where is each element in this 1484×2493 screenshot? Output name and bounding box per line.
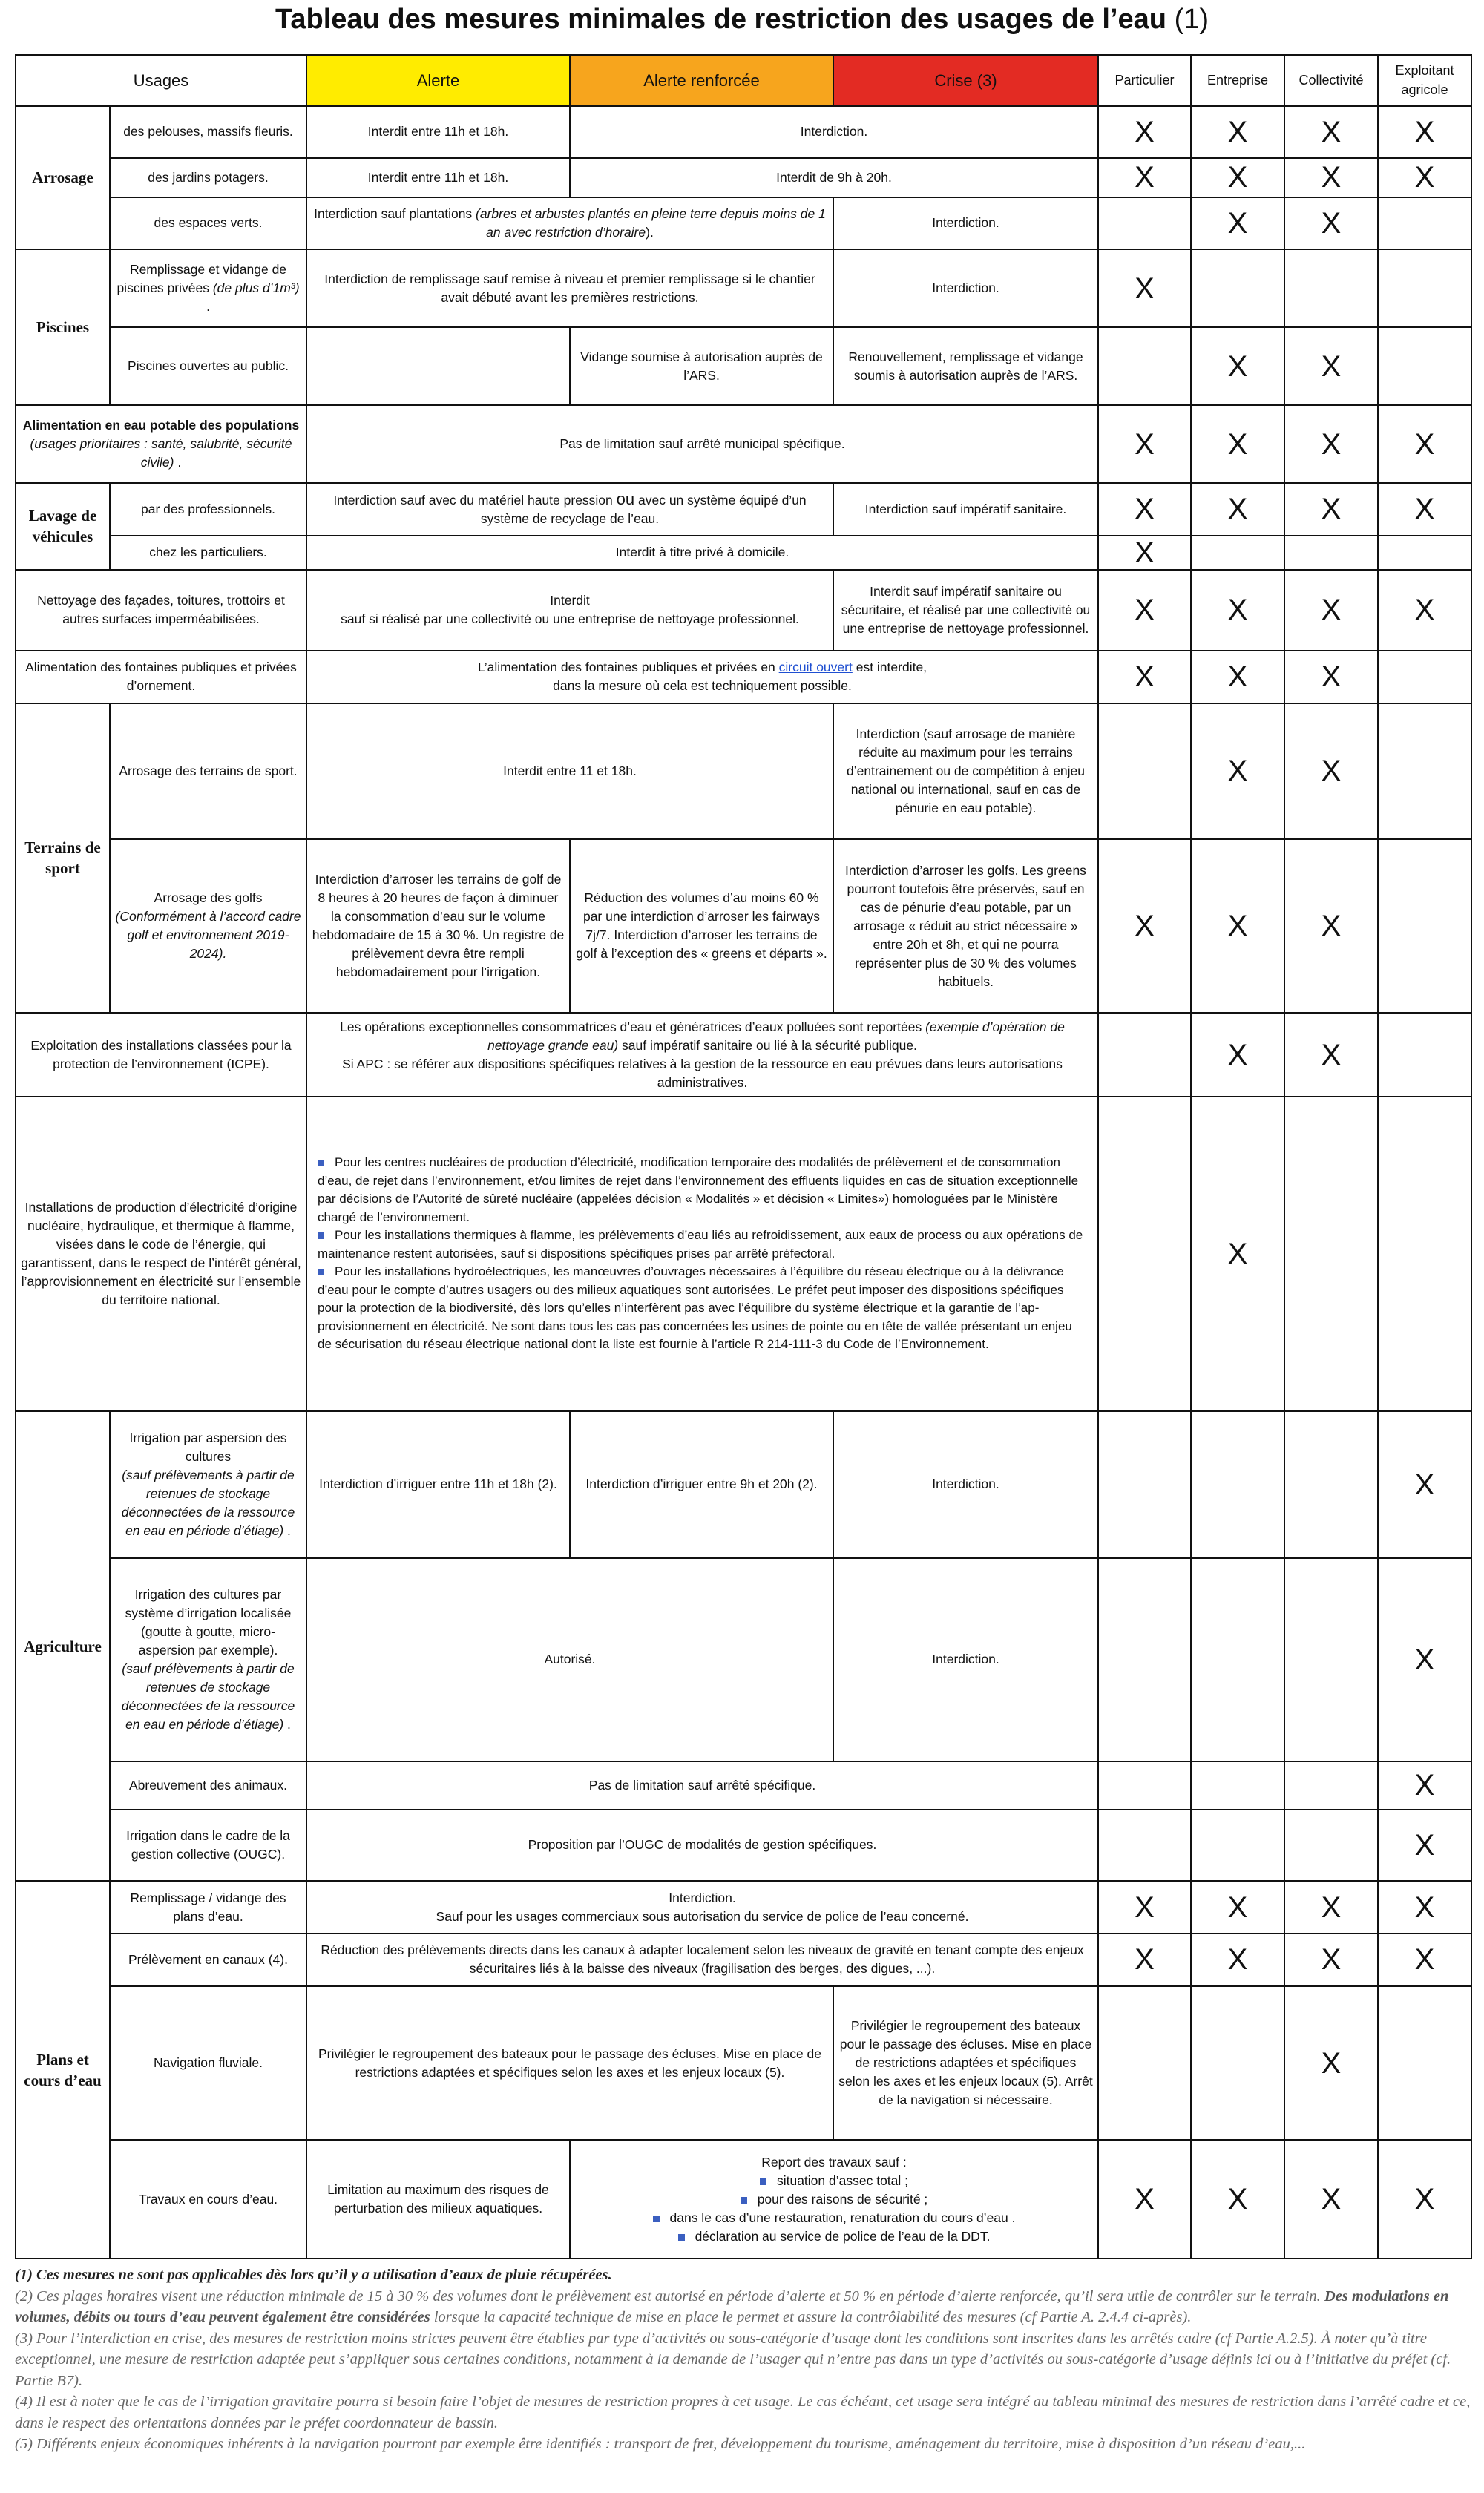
empty-cell	[1098, 1761, 1191, 1810]
usage-cell: Irrigation dans le cadre de la gestion collective (OUGC).	[110, 1810, 306, 1882]
empty-cell	[1284, 1097, 1378, 1411]
cell-text: L’alimentation des fontaines publiques et privées en	[477, 660, 779, 675]
mark-collectivite: X	[1284, 158, 1378, 197]
cell-text: .	[283, 1523, 291, 1538]
mark-exploitant-agricole: X	[1378, 1810, 1471, 1882]
row-piscines-publiques	[16, 327, 1471, 405]
mark-exploitant-agricole: X	[1378, 570, 1471, 651]
empty-cell	[1284, 1411, 1378, 1558]
all-levels-cell: Pas de limitation sauf arrêté spécifique.	[306, 1761, 1098, 1810]
usage-cell: Piscines ouvertes au public.	[110, 327, 306, 405]
empty-cell	[1378, 651, 1471, 703]
empty-cell	[1191, 1558, 1284, 1761]
usage-cell: Installations de production d’électricité d’origine nucléaire, hydraulique, et thermique à flamme, visées dans le code de l’énergie, qui garantissent, dans le respect de l’intérêt général, l’approvisionnement en électricité sur l’ensemble du territoire national.	[16, 1097, 306, 1411]
empty-cell	[1284, 1558, 1378, 1761]
row-agri-abreuvement	[16, 1761, 1471, 1810]
bullet-line	[575, 2209, 1093, 2227]
cell-text: déclaration au service de police de l’eau de la DDT.	[695, 2228, 991, 2244]
mark-collectivite: X	[1284, 1013, 1378, 1097]
empty-cell	[1284, 1810, 1378, 1882]
empty-cell	[1378, 536, 1471, 570]
renforcee-cell: Interdiction d’irriguer entre 9h et 20h (2).	[570, 1411, 833, 1558]
mark-entreprise: X	[1191, 1881, 1284, 1934]
crise-cell: Renouvellement, remplissage et vidange soumis à autorisation auprès de l’ARS.	[833, 327, 1098, 405]
cell-text: Remplissage et vidange de piscines privées	[116, 262, 287, 296]
mark-entreprise: X	[1191, 483, 1284, 536]
alerte-cell: Interdit entre 11h et 18h.	[306, 158, 570, 197]
cell-text: avec un système équipé d’un système de recyclage de l’eau.	[480, 493, 807, 527]
usage-cell: des jardins potagers.	[110, 158, 306, 197]
row-plans-navigation	[16, 1986, 1471, 2141]
cell-line: Arrosage des golfs	[154, 890, 263, 906]
mark-particulier: X	[1098, 158, 1191, 197]
renforcee-cell: Vidange soumise à autorisation auprès de l’ARS.	[570, 327, 833, 405]
mark-collectivite: X	[1284, 839, 1378, 1013]
bullet-paragraph	[318, 1226, 1087, 1263]
footnote-3: (3) Pour l’interdiction en crise, des mesures de restriction moins strictes peuvent être établies par type d’activités ou sous-catégorie d’usage dont les conditions sont inscrites dans les arrêtés cadre (cf Partie A.2.5). À noter qu’à titre exceptionnel, une mesure de restriction adaptée peut s’appliquer sous certaines conditions, notamment à la demande de l’usager qui n’entre pas dans un type d’activités ou sous-catégorie d’usage définis ici ou à l’initiative du préfet (cf. Partie B7).	[15, 2330, 1451, 2389]
header-alerte-renforcee: Alerte renforcée	[570, 55, 833, 106]
restriction-table	[15, 54, 1472, 2259]
header-entreprise: Entreprise	[1191, 55, 1284, 106]
alerte-renforcee-cell	[306, 197, 833, 250]
cell-text: Pour les centres nucléaires de production d’électricité, modification temporaire des modalités de prélèvement et de consommation d’eau, de rejet dans l’environnement, et/ou limites de rejet dans l’environnement des effluents liquides en cas de situation exceptionnelle par décisions de l’Autorité de sûreté nucléaire (appelées décision « Modalités » et décision « Limites») homologuées par le Ministère chargé de l’environnement.	[318, 1155, 1079, 1224]
empty-cell	[1098, 1411, 1191, 1558]
cell-text: .	[283, 1716, 291, 1732]
usage-cell: chez les particuliers.	[110, 536, 306, 570]
circuit-ouvert-link[interactable]: circuit ouvert	[778, 660, 853, 675]
empty-cell	[1191, 536, 1284, 570]
empty-cell	[1098, 1986, 1191, 2141]
row-fontaines	[16, 651, 1471, 703]
cell-text: Interdiction sauf plantations	[314, 206, 476, 221]
mark-particulier: X	[1098, 1881, 1191, 1934]
row-arrosage-pelouses	[16, 106, 1471, 159]
row-sport-terrains	[16, 703, 1471, 840]
empty-cell	[1284, 536, 1378, 570]
mark-exploitant-agricole: X	[1378, 483, 1471, 536]
cell-line: Irrigation par aspersion des cultures	[129, 1430, 287, 1464]
cell-line: Si APC : se référer aux dispositions spécifiques relatives à la gestion de la ressource en eau prévues dans leurs autorisations administratives.	[342, 1056, 1063, 1090]
mark-particulier: X	[1098, 570, 1191, 651]
alerte-cell: Interdiction d’arroser les terrains de golf de 8 heures à 20 heures de façon à diminuer la consommation d’eau sur le volume hebdomadaire de 15 à 30 %. Un registre de prélèvement devra être rempli hebdomadairement pour l’irrigation.	[306, 839, 570, 1013]
bullet-line	[575, 2172, 1093, 2190]
row-arrosage-jardins	[16, 158, 1471, 197]
crise-cell: Interdiction.	[833, 197, 1098, 250]
empty-cell	[1098, 703, 1191, 840]
category-plans: Plans et cours d’eau	[16, 1881, 110, 2259]
mark-collectivite: X	[1284, 197, 1378, 250]
crise-cell: Interdiction d’arroser les golfs. Les greens pourront toutefois être préservés, sauf en cas de pénurie d’eau potable, par un arrosage « réduit au strict nécessaire » entre 20h et 8h, et qui ne pourra représenter plus de 30 % des volumes habituels.	[833, 839, 1098, 1013]
empty-cell	[1378, 703, 1471, 840]
square-bullet-icon	[741, 2197, 747, 2204]
title-note-ref: (1)	[1174, 4, 1209, 35]
mark-entreprise: X	[1191, 1013, 1284, 1097]
row-lavage-particuliers	[16, 536, 1471, 570]
mark-collectivite: X	[1284, 703, 1378, 840]
empty-cell	[1191, 1986, 1284, 2141]
mark-entreprise: X	[1191, 651, 1284, 703]
header-crise: Crise (3)	[833, 55, 1098, 106]
empty-cell	[1378, 1013, 1471, 1097]
mark-entreprise: X	[1191, 197, 1284, 250]
square-bullet-icon	[678, 2234, 685, 2241]
empty-cell	[1191, 1810, 1284, 1882]
mark-entreprise: X	[1191, 1097, 1284, 1411]
usage-cell: Navigation fluviale.	[110, 1986, 306, 2141]
renforcee-cell: Réduction des volumes d’au moins 60 % par une interdiction d’arroser les fairways 7j/7. Interdiction d’arroser les terrains de golf à l’exception des « greens et départs ».	[570, 839, 833, 1013]
bullet-line	[575, 2190, 1093, 2209]
mark-exploitant-agricole: X	[1378, 1411, 1471, 1558]
row-agri-aspersion	[16, 1411, 1471, 1558]
renforcee-crise-cell: Interdit de 9h à 20h.	[570, 158, 1098, 197]
cell-line: dans la mesure où cela est techniquement possible.	[553, 678, 852, 694]
page-title	[0, 1, 1484, 37]
mark-particulier: X	[1098, 536, 1191, 570]
cell-line: Report des travaux sauf :	[761, 2154, 907, 2170]
cell-text: Pour les installations hydroélectriques, les manœuvres d’ouvrages nécessaires à l’équilibre du réseau électrique ou à la délivrance d’eau pour le compte d’autres usagers ou des milieux aquatiques sont autorisées. Le préfet peut imposer des dispositions spécifiques pour la protection de la biodiversité, dès lors qu’elles n’interfèrent pas avec l’équilibre du système électrique et la garantie de l’ap- provisionnement en électricité. Ne sont dans tous les cas pas concernées les usines de pointe ou en tête de vallée présentant un enjeu de sécurisation du réseau électrique national dont la liste est fournie à l’article R 214-111-3 du Code de l’Environnement.	[318, 1264, 1072, 1352]
cell-text: dans le cas d’une restauration, renaturation du cours d’eau .	[669, 2210, 1016, 2225]
alerte-cell: Interdit entre 11h et 18h.	[306, 106, 570, 159]
empty-cell	[1098, 1810, 1191, 1882]
empty-cell	[1098, 1097, 1191, 1411]
cell-text: pour des raisons de sécurité ;	[757, 2191, 928, 2207]
square-bullet-icon	[653, 2216, 660, 2222]
empty-cell	[1191, 1411, 1284, 1558]
cell-line: Irrigation des cultures par système d’irrigation localisée (goutte à goutte, micro-aspersion par exemple).	[125, 1586, 292, 1658]
mark-particulier: X	[1098, 106, 1191, 159]
footnote-5: (5) Différents enjeux économiques inhérents à la navigation pourront par exemple être identifiés : transport de fret, développement du tourisme, aménagement du territoire, mise à disposition d’un réseau d’eau,...	[15, 2436, 1306, 2452]
row-energie	[16, 1097, 1471, 1411]
renforcee-crise-cell: Interdiction.	[570, 106, 1098, 159]
cell-text-italic: (de plus d’1m³)	[212, 280, 300, 296]
mark-collectivite: X	[1284, 483, 1378, 536]
bullet-paragraph	[318, 1154, 1087, 1226]
bullet-line	[575, 2227, 1093, 2246]
crise-cell: Interdiction sauf impératif sanitaire.	[833, 483, 1098, 536]
all-levels-cell: Pas de limitation sauf arrêté municipal spécifique.	[306, 405, 1098, 483]
row-lavage-pros	[16, 483, 1471, 536]
mark-collectivite: X	[1284, 570, 1378, 651]
mark-entreprise: X	[1191, 1934, 1284, 1986]
square-bullet-icon	[318, 1232, 324, 1239]
all-levels-cell	[306, 1097, 1098, 1411]
usage-cell: Prélèvement en canaux (4).	[110, 1934, 306, 1986]
usage-cell	[110, 1558, 306, 1761]
crise-cell: Interdiction.	[833, 1558, 1098, 1761]
category-piscines: Piscines	[16, 249, 110, 405]
renforcee-crise-cell	[570, 2140, 1098, 2259]
alerte-cell: Limitation au maximum des risques de perturbation des milieux aquatiques.	[306, 2140, 570, 2259]
crise-cell: Interdiction.	[833, 249, 1098, 327]
mark-entreprise: X	[1191, 703, 1284, 840]
category-lavage: Lavage de véhicules	[16, 483, 110, 570]
mark-particulier: X	[1098, 405, 1191, 483]
empty-cell	[1378, 197, 1471, 250]
square-bullet-icon	[760, 2178, 766, 2185]
cell-text-italic: (arbres et arbustes plantés en pleine terre depuis moins de 1 an avec restriction d’horaire	[476, 206, 826, 240]
empty-cell	[1378, 839, 1471, 1013]
empty-cell	[1378, 1986, 1471, 2141]
mark-exploitant-agricole: X	[1378, 1934, 1471, 1986]
mark-particulier: X	[1098, 483, 1191, 536]
all-levels-cell: Interdit à titre privé à domicile.	[306, 536, 1098, 570]
mark-exploitant-agricole: X	[1378, 1881, 1471, 1934]
header-alerte: Alerte	[306, 55, 570, 106]
mark-collectivite: X	[1284, 1934, 1378, 1986]
empty-cell	[1284, 249, 1378, 327]
alerte-renforcee-cell: Interdit entre 11 et 18h.	[306, 703, 833, 840]
all-levels-cell: Proposition par l’OUGC de modalités de gestion spécifiques.	[306, 1810, 1098, 1882]
mark-entreprise: X	[1191, 2140, 1284, 2259]
cell-line: sauf si réalisé par une collectivité ou une entreprise de nettoyage professionnel.	[341, 611, 799, 627]
mark-entreprise: X	[1191, 405, 1284, 483]
empty-cell	[1098, 197, 1191, 250]
empty-cell	[1098, 1558, 1191, 1761]
header-exploitant-agricole: Exploitant agricole	[1378, 55, 1471, 106]
alerte-renforcee-cell	[306, 570, 833, 651]
empty-cell	[1191, 249, 1284, 327]
row-plans-remplissage	[16, 1881, 1471, 1934]
usage-cell	[110, 249, 306, 327]
mark-exploitant-agricole: X	[1378, 1761, 1471, 1810]
crise-cell: Privilégier le regroupement des bateaux pour le passage des écluses. Mise en place de restrictions adaptées et spécifiques selon les axes et les enjeux locaux (5). Arrêt de la navigation si nécessaire.	[833, 1986, 1098, 2141]
cell-text: .	[206, 299, 210, 315]
usage-cell: Nettoyage des façades, toitures, trottoirs et autres surfaces imperméabilisées.	[16, 570, 306, 651]
footnotes	[15, 2264, 1471, 2455]
mark-collectivite: X	[1284, 651, 1378, 703]
footnote-4: (4) Il est à noter que le cas de l’irrigation gravitaire pourra si besoin faire l’objet de mesures de restriction propres à cet usage. Le cas échéant, cet usage sera intégré au tableau minimal des mesures de restriction dans l’arrêté cadre et ce, dans le respect des orientations données par le préfet coordonnateur de bassin.	[15, 2394, 1471, 2431]
category-agriculture: Agriculture	[16, 1411, 110, 1882]
square-bullet-icon	[318, 1269, 324, 1275]
mark-collectivite: X	[1284, 1881, 1378, 1934]
usage-cell: par des professionnels.	[110, 483, 306, 536]
mark-entreprise: X	[1191, 327, 1284, 405]
mark-collectivite: X	[1284, 327, 1378, 405]
mark-particulier: X	[1098, 1934, 1191, 1986]
mark-entreprise: X	[1191, 839, 1284, 1013]
category-sport: Terrains de sport	[16, 703, 110, 1014]
empty-cell	[1191, 1761, 1284, 1810]
cell-text: est interdite,	[852, 660, 928, 675]
empty-cell	[1098, 1013, 1191, 1097]
row-plans-travaux	[16, 2140, 1471, 2259]
row-piscines-privees	[16, 249, 1471, 327]
mark-entreprise: X	[1191, 106, 1284, 159]
row-icpe	[16, 1013, 1471, 1097]
cell-text: Pour les installations thermiques à flamme, les prélèvements d’eau liés au refroidissement, aux eaux de process ou aux opérations de maintenance restent autorisées, sauf si dispositions spécifiques prises par arrêté préfectoral.	[318, 1228, 1083, 1261]
cell-text: situation d’assec total ;	[776, 2172, 909, 2188]
alerte-renforcee-cell: Privilégier le regroupement des bateaux pour le passage des écluses. Mise en place de restrictions adaptées et spécifiques selon les axes et les enjeux locaux (5).	[306, 1986, 833, 2141]
footnote-text-bold: Des modulations en volumes, débits ou tours d’eau peuvent également être considérées	[15, 2287, 1449, 2325]
all-levels-cell	[306, 651, 1098, 703]
cell-text: ).	[646, 224, 654, 240]
all-levels-cell	[306, 1881, 1098, 1934]
mark-particulier: X	[1098, 839, 1191, 1013]
alerte-renforcee-cell	[306, 483, 833, 536]
title-text: Tableau des mesures minimales de restriction des usages de l’eau	[275, 4, 1166, 35]
row-nettoyage	[16, 570, 1471, 651]
cell-text-italic: (sauf prélèvements à partir de retenues de stockage déconnectées de la ressource en eau en période d’étiage)	[121, 1661, 295, 1732]
cell-line: Interdit	[550, 593, 590, 608]
alerte-cell: Interdiction d’irriguer entre 11h et 18h (2).	[306, 1411, 570, 1558]
usage-cell	[16, 405, 306, 483]
row-arrosage-espaces-verts	[16, 197, 1471, 250]
mark-exploitant-agricole: X	[1378, 2140, 1471, 2259]
usage-cell: Exploitation des installations classées pour la protection de l’environnement (ICPE).	[16, 1013, 306, 1097]
mark-particulier: X	[1098, 249, 1191, 327]
row-agri-localisee	[16, 1558, 1471, 1761]
alerte-renforcee-cell: Interdiction de remplissage sauf remise à niveau et premier remplissage si le chantier avait débuté avant les premières restrictions.	[306, 249, 833, 327]
cell-text-italic: (exemple d’opération de nettoyage grande eau)	[487, 1019, 1065, 1053]
empty-cell	[1378, 327, 1471, 405]
usage-cell: Alimentation des fontaines publiques et privées d’ornement.	[16, 651, 306, 703]
usage-cell: Arrosage des terrains de sport.	[110, 703, 306, 840]
header-usages: Usages	[16, 55, 306, 106]
mark-particulier: X	[1098, 2140, 1191, 2259]
footnote-1: (1) Ces mesures ne sont pas applicables dès lors qu’il y a utilisation d’eaux de pluie récupérées.	[15, 2267, 612, 2283]
cell-text: Interdiction sauf avec du matériel haute pression	[333, 493, 617, 508]
crise-cell: Interdiction.	[833, 1411, 1098, 1558]
crise-cell: Interdiction (sauf arrosage de manière réduite au maximum pour les terrains d’entrainement ou de compétition à enjeu national ou international, sauf en cas de pénurie en eau potable).	[833, 703, 1098, 840]
cell-text-italic: (usages prioritaires : santé, salubrité, sécurité civile)	[30, 436, 292, 470]
mark-collectivite: X	[1284, 405, 1378, 483]
usage-cell: Abreuvement des animaux.	[110, 1761, 306, 1810]
usage-cell: Remplissage / vidange des plans d’eau.	[110, 1881, 306, 1934]
cell-text-bold: Alimentation en eau potable des populations	[22, 418, 300, 433]
mark-entreprise: X	[1191, 570, 1284, 651]
cell-text-large: ou	[616, 490, 635, 509]
crise-cell: Interdit sauf impératif sanitaire ou sécuritaire, et réalisé par une collectivité ou une entreprise de nettoyage professionnel.	[833, 570, 1098, 651]
footnote-text: lorsque la capacité technique de mise en place le permet et assure la contrôlabilité des mesures (cf Partie A. 2.4.4 ci-après).	[430, 2309, 1192, 2325]
square-bullet-icon	[318, 1160, 324, 1166]
usage-cell: Travaux en cours d’eau.	[110, 2140, 306, 2259]
cell-line: Sauf pour les usages commerciaux sous autorisation du service de police de l’eau concerné.	[436, 1908, 969, 1924]
footnote-text: (2) Ces plages horaires visent une réduction minimale de 15 à 30 % des volumes dont le prélèvement est autorisé en période d’alerte et 50 % en période d’alerte renforcée, qu’il sera utile de contrôler sur le terrain.	[15, 2287, 1321, 2305]
footnote-2	[15, 2286, 1471, 2328]
usage-cell	[110, 1411, 306, 1558]
mark-collectivite: X	[1284, 2140, 1378, 2259]
cell-text: sauf impératif sanitaire ou lié à la sécurité publique.	[618, 1037, 917, 1053]
empty-cell	[1378, 1097, 1471, 1411]
cell-line: Interdiction.	[669, 1890, 736, 1905]
cell-text: .	[174, 455, 182, 470]
header-particulier: Particulier	[1098, 55, 1191, 106]
all-levels-cell	[306, 1013, 1098, 1097]
cell-text-italic: (Conformément à l’accord cadre golf et environnement 2019-2024).	[115, 909, 301, 962]
alerte-cell	[306, 327, 570, 405]
empty-cell	[1378, 249, 1471, 327]
usage-cell: des pelouses, massifs fleuris.	[110, 106, 306, 159]
row-plans-canaux	[16, 1934, 1471, 1986]
mark-collectivite: X	[1284, 106, 1378, 159]
header-collectivite: Collectivité	[1284, 55, 1378, 106]
row-sport-golfs	[16, 839, 1471, 1013]
mark-collectivite: X	[1284, 1986, 1378, 2141]
row-agri-ougc	[16, 1810, 1471, 1882]
mark-entreprise: X	[1191, 158, 1284, 197]
alerte-renforcee-cell: Autorisé.	[306, 1558, 833, 1761]
row-aep	[16, 405, 1471, 483]
category-arrosage: Arrosage	[16, 106, 110, 250]
empty-cell	[1098, 327, 1191, 405]
all-levels-cell: Réduction des prélèvements directs dans les canaux à adapter localement selon les niveaux de gravité en tenant compte des enjeux sécuritaires liés à la baisse des niveaux (fragilisation des berges, des digues, ...).	[306, 1934, 1098, 1986]
mark-particulier: X	[1098, 651, 1191, 703]
usage-cell	[110, 839, 306, 1013]
mark-exploitant-agricole: X	[1378, 158, 1471, 197]
mark-exploitant-agricole: X	[1378, 405, 1471, 483]
header-row	[16, 55, 1471, 106]
cell-text-italic: (sauf prélèvements à partir de retenues de stockage déconnectées de la ressource en eau en période d’étiage)	[121, 1467, 295, 1538]
bullet-paragraph	[318, 1263, 1087, 1354]
cell-text: Les opérations exceptionnelles consommatrices d’eau et génératrices d’eaux polluées sont reportées	[340, 1019, 926, 1034]
mark-exploitant-agricole: X	[1378, 106, 1471, 159]
empty-cell	[1284, 1761, 1378, 1810]
cell-line	[312, 658, 1093, 677]
usage-cell: des espaces verts.	[110, 197, 306, 250]
mark-exploitant-agricole: X	[1378, 1558, 1471, 1761]
